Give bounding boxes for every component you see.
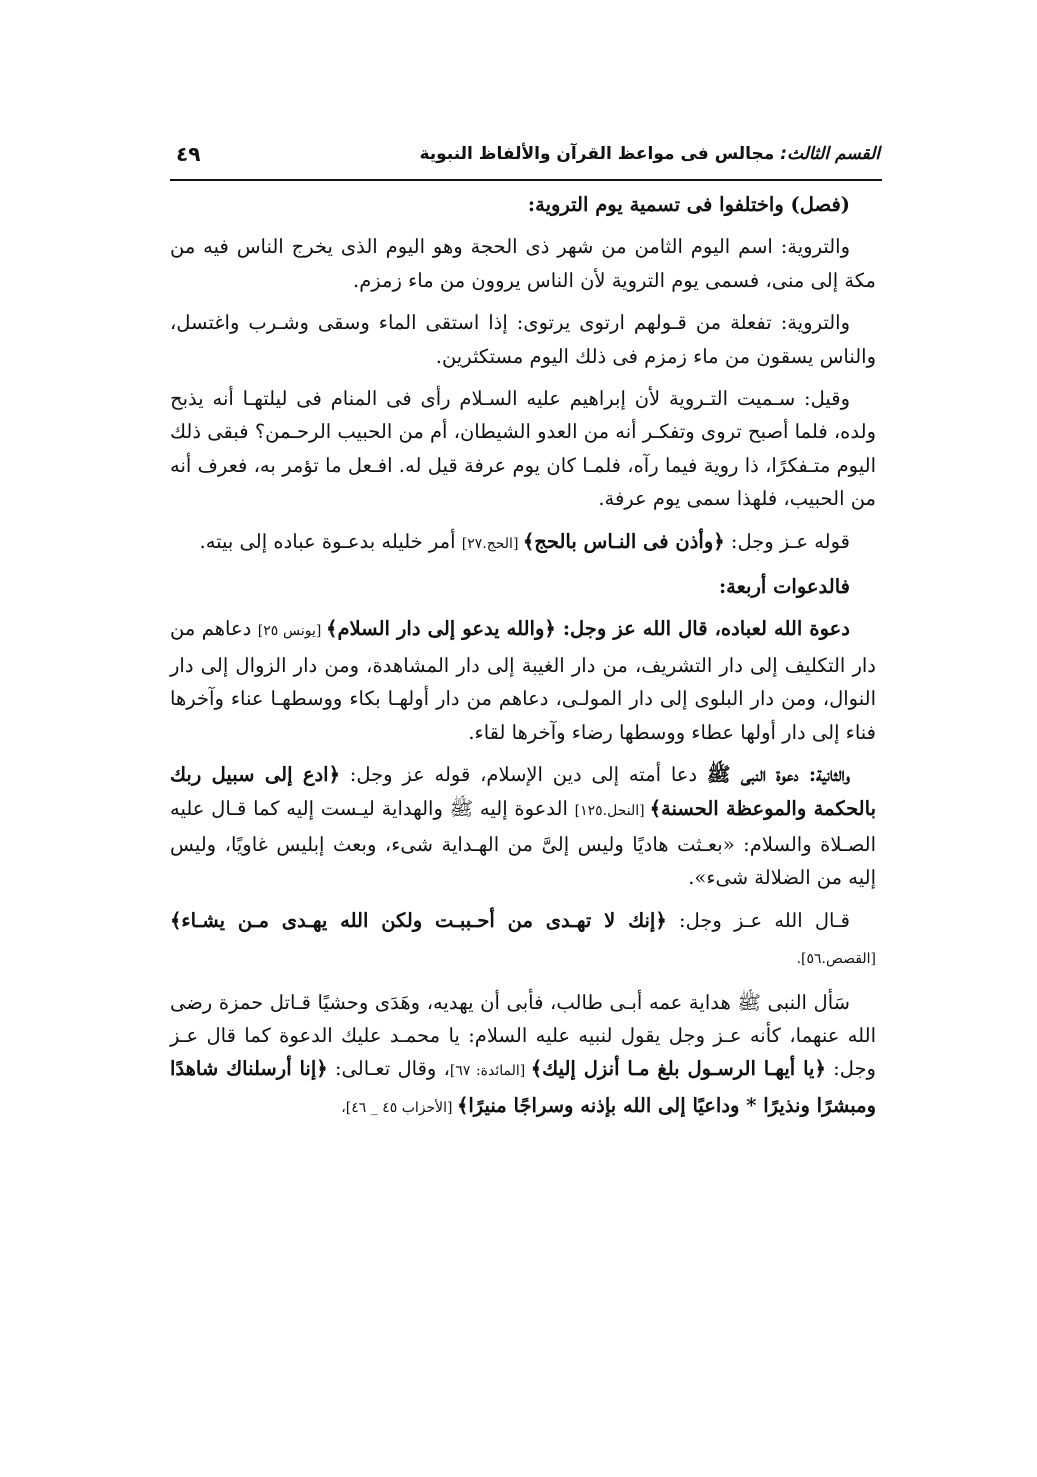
verse-reference: [القصص.٥٦]. <box>796 951 876 968</box>
verse-reference: [الحج.٢٧] <box>461 535 523 552</box>
paragraph-p10 <box>170 986 876 1126</box>
paragraph-p5 <box>170 525 876 561</box>
emphasis-text: ﴿ادع إلى سبيل ربك بالحكمة والموعظة الحسنة﴾ <box>170 763 876 820</box>
emphasis-text: (فصل) واختلفوا فى تسمية يوم التروية: <box>527 193 850 216</box>
paragraph-p2 <box>170 230 876 297</box>
paragraph-p7 <box>170 612 876 749</box>
paragraph-p4 <box>170 382 876 516</box>
paragraph-text: قوله عـز وجل: <box>724 529 850 553</box>
paragraph-text: دعا أمته إلى دين الإسلام، قوله عز وجل: <box>340 763 707 787</box>
emphasis-text: فالدعوات أربعة: <box>718 575 850 599</box>
emphasis-text: ﴿إنا أرسلناك شاهدًا ومبشرًا ونذيرًا * وداعيًا إلى الله بإذنه وسراجًا منيرًا﴾ <box>170 1057 876 1117</box>
paragraph-p8 <box>170 758 876 895</box>
header-rule <box>170 179 882 181</box>
verse-reference: [النحل.١٢٥] <box>574 802 650 819</box>
paragraph-text: قـال الله عـز وجل: <box>666 908 850 932</box>
paragraph-p1 <box>170 188 876 221</box>
verse-reference: [المائدة: ٦٧] <box>449 1063 531 1080</box>
running-header <box>174 140 880 178</box>
emphasis-text: ﴿يا أيهـا الرسـول بلغ مـا أنزل إليك﴾ <box>530 1057 826 1081</box>
body-text <box>170 188 876 1125</box>
header-title <box>419 144 880 164</box>
emphasis-text: ﴿إنك لا تهـدى من أحـببـت ولكن الله يهـدى مـن يشـاء﴾ <box>170 908 667 932</box>
paragraph-p3 <box>170 306 876 373</box>
verse-reference: [الأحزاب ٤٥ _ ٤٦]، <box>341 1099 457 1116</box>
emphasis-text: ﴿والله يدعو إلى دار السلام﴾ <box>326 617 556 641</box>
paragraph-text: ، وقال تعـالى: <box>327 1057 450 1081</box>
emphasis-text: والثانية: دعوة النبى ﷺ <box>706 763 850 787</box>
paragraph-text: دعاهم من دار التكليف إلى دار التشريف، من دار الغيبة إلى دار المشاهدة، ومن دار الزوال إلى دار النوال، ومن دار البلوى إلى دار المولـى، دعاهم من دار أولهـا بكاء ووسطهـا عناء وآخرها فناء إلى دار أولها عطاء ووسطها رضاء وآخرها لقاء. <box>170 617 876 744</box>
book-title: مجالس فى مواعظ القرآن والألفاظ النبوية <box>419 144 775 164</box>
section-label: القسم الثالث: <box>780 144 880 164</box>
page-number: ٤٩ <box>176 142 201 166</box>
paragraph-text: وقيل: سـميت التـروية لأن إبراهيم عليه السـلام رأى فى المنام فى ليلتهـا أنه يذبح ولده، فلما أصبح تروى وتفكـر أنه من العدو الشيطان، أم من الحبيب الرحـمن؟ فبقى ذلك اليوم متـفكرًا، ذا روية فيما رآه، فلمـا كان يوم عرفة قيل له. افـعل ما تؤمر به، فعرف أنه من الحبيب، فلهذا سمى يوم عرفة. <box>170 387 876 511</box>
paragraph-p6 <box>170 570 876 603</box>
verse-reference: [يونس ٢٥] <box>257 623 327 640</box>
paragraph-p9 <box>170 904 876 977</box>
paragraph-text: والتروية: تفعلة من قـولهم ارتوى يرتوى: إذا استقى الماء وسقى وشـرب واغتسل، والناس يسقون من ماء زمزم فى ذلك اليوم مستكثرين. <box>170 311 876 368</box>
paragraph-text: الدعوة إليه ﷺ والهداية ليـست إليه كما قـال عليه الصـلاة والسلام: «بعـثت هاديًا وليس إلىَّ من الهـداية شىء، وبعث إبليس غاويًا، وليس إليه من الضلالة شىء». <box>170 796 876 890</box>
paragraph-text: سَأل النبى ﷺ هداية عمه أبـى طالب، فأبى أن يهديه، وهَدَى وحشيًا قـاتل حمزة رضى الله عنهما، كأنه عـز وجل يقول لنبيه عليه السلام: يا محمـد عليك الدعوة كما قال عـز وجل: <box>170 990 876 1081</box>
paragraph-text: أمر خليله بدعـوة عباده إلى بيته. <box>199 529 462 553</box>
emphasis-text: ﴿وأذن فى النـاس بالحج﴾ <box>522 529 725 553</box>
paragraph-text: والتروية: اسم اليوم الثامن من شهر ذى الحجة وهو اليوم الذى يخرج الناس فيه من مكة إلى منى، فسمى يوم التروية لأن الناس يروون من ماء زمزم. <box>170 235 876 292</box>
emphasis-text: دعوة الله لعباده، قال الله عز وجل: <box>555 617 850 641</box>
